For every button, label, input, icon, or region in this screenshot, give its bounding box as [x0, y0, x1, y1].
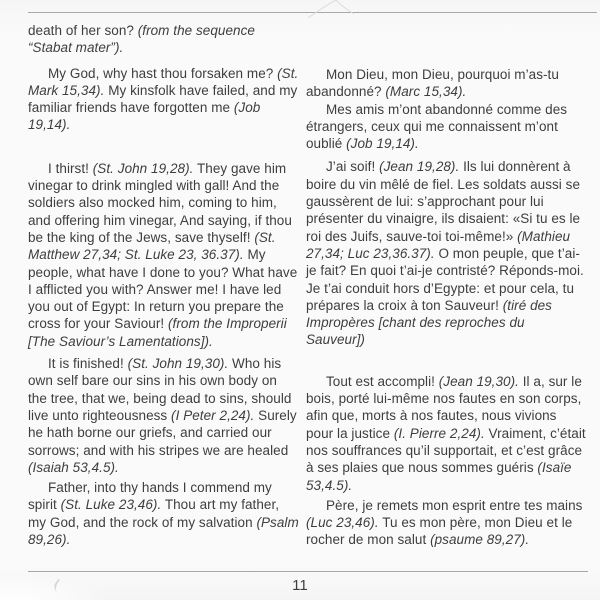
scripture-text: Père, je remets mon esprit entre tes mains	[326, 497, 583, 513]
scripture-reference: (psaume 89,27).	[430, 532, 530, 548]
scripture-reference: (I. Pierre 2,24).	[393, 425, 485, 441]
scripture-reference: (Marc 15,34).	[385, 84, 467, 100]
scripture-text: death of her son?	[28, 23, 138, 38]
scripture-reference: (I Peter 2,24).	[171, 407, 255, 423]
scripture-text: I thirst!	[48, 160, 93, 176]
scripture-text: They gave him vinegar to drink mingled with gall! And the soldiers also mocked him, coming to him, and offering him vinegar, And saying, if thou be the king of the Jews, save thyself!	[28, 160, 292, 245]
paragraph-pere-remets	[306, 497, 586, 549]
scripture-reference: (Luc 23,46).	[306, 515, 379, 531]
paragraph-mes-amis	[306, 101, 586, 153]
scripture-text: My kinsfolk have failed, and my familiar friends have forgotten me	[28, 82, 298, 116]
scan-crease-artifact	[300, 0, 360, 18]
paragraph-stabat-mater-end	[28, 22, 299, 57]
page-number: 11	[292, 577, 308, 594]
scripture-reference: (from the Improperii [The Saviour’s Lamentations]).	[28, 316, 287, 349]
scripture-text: Surely he hath borne our griefs, and carried our sorrows; and with his stripes we are healed	[28, 407, 297, 458]
scripture-reference: (St. John 19,30).	[127, 356, 229, 372]
paragraph-i-thirst	[28, 160, 299, 350]
scripture-reference: (St. Mark 15,34).	[28, 65, 299, 98]
scripture-text: Tu es mon père, mon Dieu et le rocher de mon salut	[306, 515, 573, 548]
french-column	[306, 66, 586, 549]
scripture-text: Mon Dieu, mon Dieu, pourquoi m’as-tu abandonné?	[306, 67, 559, 100]
scripture-text: Father, into thy hands I commend my spirit	[28, 480, 272, 513]
scripture-text: Ils lui donnèrent à boire du vin mêlé de fiel. Les soldats aussi se gaussèrent de lui: s’approchant pour lui présenter du vinaigre, ils disaient: «Si tu es le roi des Juifs, sauve-toi toi-même!»	[306, 159, 581, 244]
scripture-reference: (Job 19,14).	[346, 136, 419, 152]
scripture-text: Il a, sur le bois, porté lui-même nos fautes en son corps, afin que, morts à nos fautes, nous vivions pour la justice	[306, 373, 582, 441]
scripture-text: Tout est accompli!	[326, 373, 439, 389]
footer-rule	[28, 571, 588, 572]
scripture-reference: (Psalm 89,26).	[28, 514, 299, 548]
scripture-reference: (St. Matthew 27,34; St. Luke 23, 36.37).	[28, 229, 276, 263]
scripture-text: J’ai soif!	[326, 159, 380, 175]
scripture-text: My God, why hast thou forsaken me?	[48, 65, 278, 81]
scripture-reference: (Isaiah 53,4.5).	[28, 459, 119, 475]
scripture-text: Vraiment, c’était nos souffrances qu’il supportait, et c’est grâce à ses plaies que nous sommes guéris	[306, 425, 586, 476]
scripture-text: Who his own self bare our sins in his own body on the tree, that we, being dead to sins, should live unto righteousness	[28, 356, 292, 423]
scripture-reference: (St. Luke 23,46).	[60, 497, 162, 513]
paragraph-tout-est-accompli	[306, 373, 586, 494]
paragraph-jai-soif	[306, 158, 586, 348]
scripture-reference: (tiré des Impropères [chant des reproches du Sauveur])	[306, 297, 552, 348]
scripture-reference: (from the sequence “Stabat mater”).	[28, 23, 255, 56]
scripture-text: Thou art my father, my God, and the rock of my salvation	[28, 497, 280, 530]
scripture-reference: (Job 19,14).	[28, 100, 261, 133]
scripture-reference: (Isaïe 53,4.5).	[306, 460, 572, 493]
paragraph-mon-dieu	[306, 66, 586, 101]
scripture-text: It is finished!	[48, 356, 128, 372]
top-rule	[28, 12, 597, 13]
scripture-reference: (Jean 19,28).	[379, 159, 460, 175]
paragraph-it-is-finished	[28, 355, 299, 476]
scripture-text: O mon peuple, que t’ai-je fait? En quoi t’ai-je contristé? Réponds-moi. Je t’ai conduit hors d’Egypte: et pour cela, tu prépares la croix à ton Sauveur!	[306, 245, 584, 313]
english-column	[28, 22, 299, 548]
paragraph-my-god-forsaken	[28, 65, 299, 134]
scripture-text: My people, what have I done to you? What have I afflicted you with? Answer me! I have led you out of Egypt: In return you prepare the cross for your Saviour!	[28, 247, 298, 332]
paragraph-father-commend	[28, 479, 299, 548]
scripture-reference: (Mathieu 27,34; Luc 23,36.37).	[306, 228, 571, 261]
scripture-text: Mes amis m’ont abandonné comme des étrangers, ceux qui me connaissent m’ont oublié	[306, 101, 568, 152]
scripture-reference: (St. John 19,28).	[92, 160, 194, 176]
scripture-reference: (Jean 19,30).	[438, 373, 519, 389]
